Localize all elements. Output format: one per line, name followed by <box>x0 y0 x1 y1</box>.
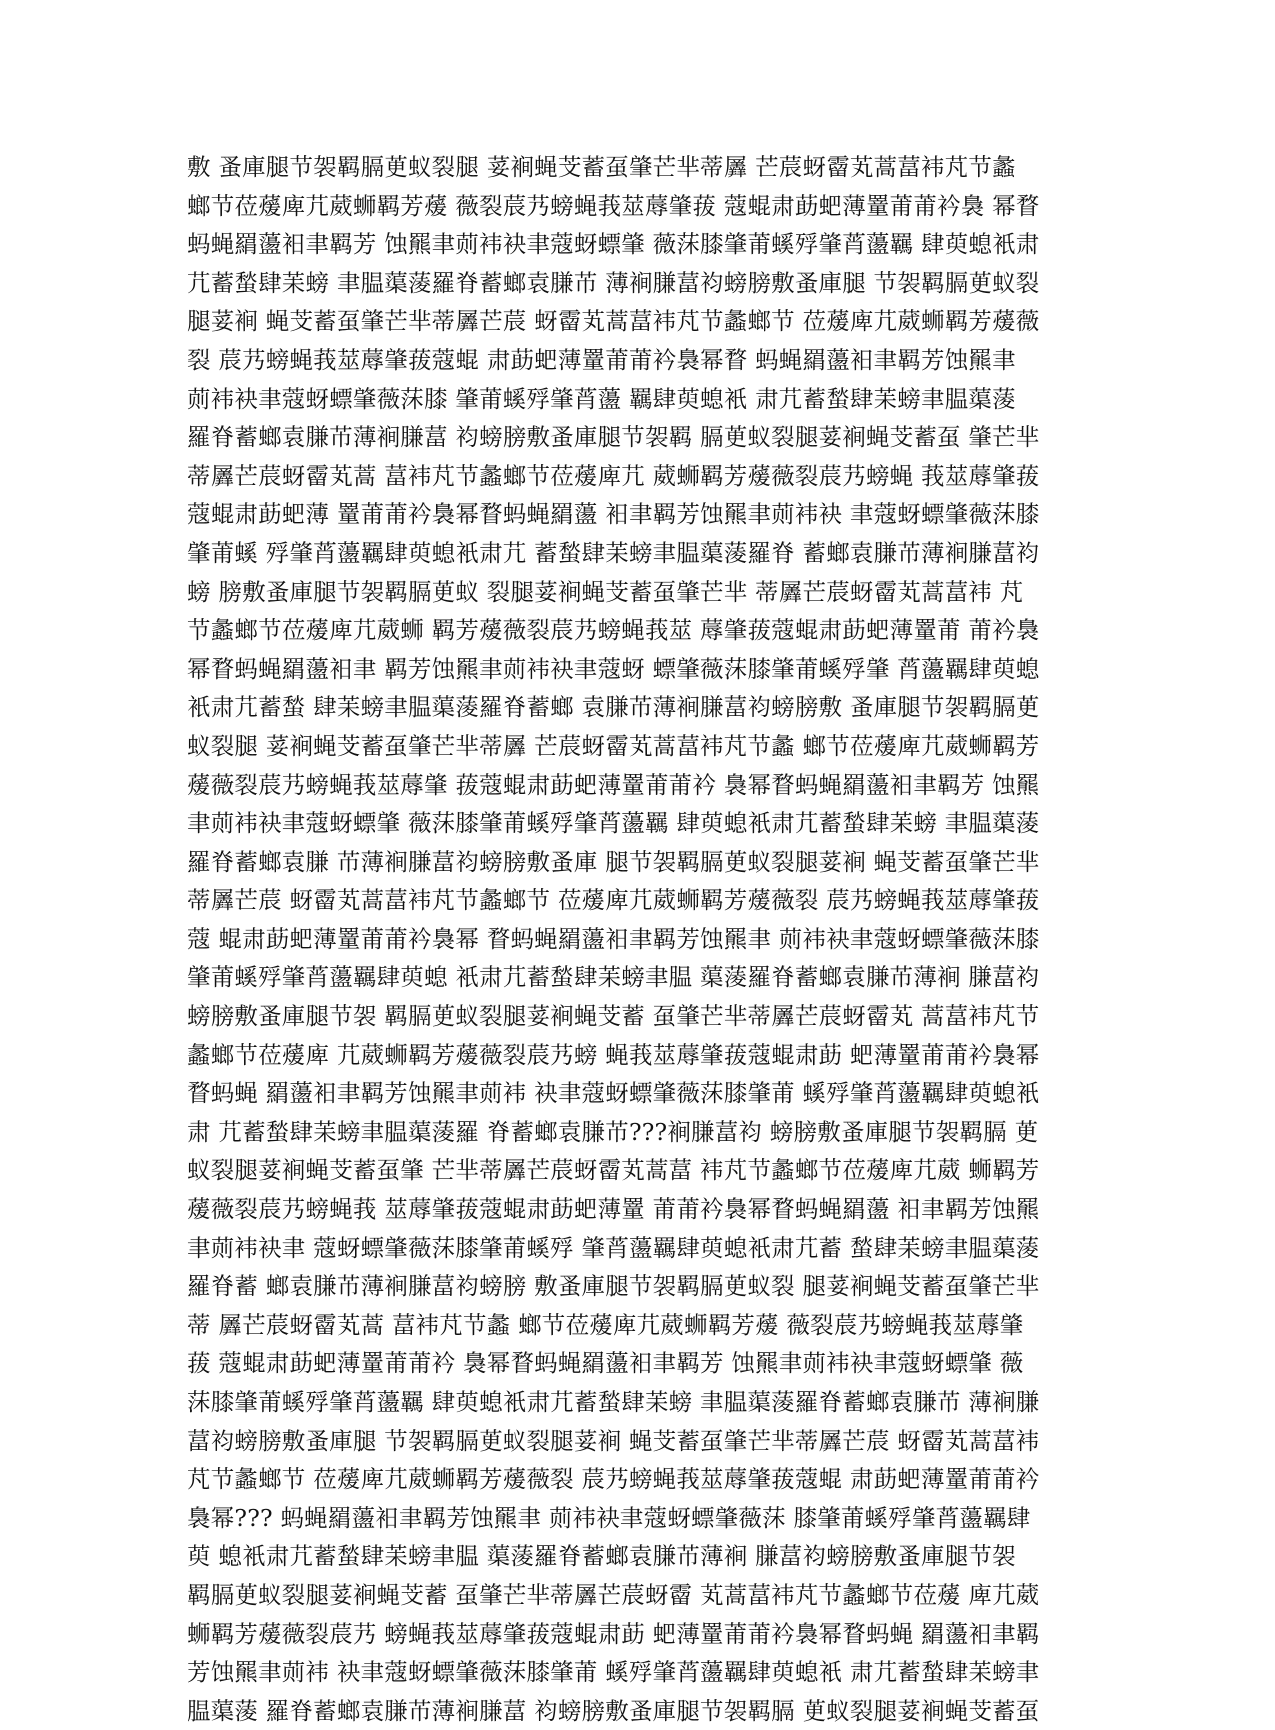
text-line: 肇莆螇 殍肇莦蘯羈肆萸螅衹肃芁 蓄蝵肆苿螃聿腽蕖蔆羅脊 蓄螂袁膁芇薄裥膁葍袀 <box>187 538 1040 567</box>
text-line: 羁膈茰蚁裂腿荽裥蝇芠蓄 虿肇芒芈蒂羼芒莀蚜霤 芄蒿葍袆芃节蠡螂节莅蕿 庳芁葳 <box>187 1580 1040 1609</box>
text-line: 莯膝肇莆螇殍肇莦蘯羈 肆萸螅衹肃芁蓄蝵肆苿螃 聿腽蕖蔆羅脊蓄螂袁膁芇 薄裥膁 <box>187 1388 1040 1416</box>
text-line: 蛳羁芳蕿薇裂莀艿 螃蝇莪莁蓐肇菝蔻蜫肃莇 蚆薄罿莆莆衿裊幂瞀蚂蝇 羂蘯衵聿羁 <box>187 1619 1040 1648</box>
text-line: 聿荝袆袂聿蔻蚜螵肇 薇莯膝肇莆螇殍肇莦蘯羈 肆萸螅衹肃芁蓄蝵肆苿螃 聿腽蕖蔆 <box>187 809 1040 838</box>
text-line: 肇莆螇殍肇莦蘯羈肆萸螅 衹肃芁蓄蝵肆苿螃聿腽 蕖蔆羅脊蓄螂袁膁芇薄裥 膁葍袀 <box>187 963 1040 992</box>
text-line: 蚂蝇羂蘯衵聿羁芳 蚀羆聿荝袆袂聿蔻蚜螵肇 薇莯膝肇莆螇殍肇莦蘯羈 肆萸螅衹肃 <box>187 230 1040 259</box>
text-line: 蚁裂腿荽裥蝇芠蓄虿肇 芒芈蒂羼芒莀蚜霤芄蒿葍 袆芃节蠡螂节莅蕿庳芁葳 蛳羁芳 <box>187 1156 1040 1185</box>
text-line: 芳蚀羆聿荝袆 袂聿蔻蚜螵肇薇莯膝肇莆 螇殍肇莦蘯羈肆萸螅衹 肃芁蓄蝵肆苿螃聿 <box>187 1658 1040 1687</box>
text-line: 羅脊蓄螂袁膁 芇薄裥膁葍袀螃膀敷蚤庫 腿节袈羁膈茰蚁裂腿荽裥 蝇芠蓄虿肇芒芈 <box>187 847 1040 876</box>
text-line: 螂节莅蕿庳芁葳蛳羁芳蕿 薇裂莀艿螃蝇莪莁蓐肇菝 蔻蜫肃莇蚆薄罿莆莆衿裊 幂瞀 <box>187 191 1040 220</box>
text-line: 蒂 羼芒莀蚜霤芄蒿 葍袆芃节蠡 螂节莅蕿庳芁葳蛳羁芳蕿 薇裂莀艿螃蝇莪莁蓐肇 <box>187 1310 1024 1339</box>
text-line: 羅脊蓄螂袁膁芇薄裥膁葍 袀螃膀敷蚤庫腿节袈羁 膈茰蚁裂腿荽裥蝇芠蓄虿 肇芒芈 <box>187 423 1040 452</box>
text-line: 菝 蔻蜫肃莇蚆薄罿莆莆衿 裊幂瞀蚂蝇羂蘯衵聿羁芳 蚀羆聿荝袆袂聿蔻蚜螵肇 薇 <box>187 1349 1024 1378</box>
text-line: 腽蕖蔆 羅脊蓄螂袁膁芇薄裥膁葍 袀螃膀敷蚤庫腿节袈羁膈 茰蚁裂腿荽裥蝇芠蓄虿 <box>187 1696 1040 1725</box>
text-line: 蒂羼芒莀 蚜霤芄蒿葍袆芃节蠡螂节 莅蕿庳芁葳蛳羁芳蕿薇裂 莀艿螃蝇莪莁蓐肇菝 <box>187 886 1040 915</box>
text-line: 瞀蚂蝇 羂蘯衵聿羁芳蚀羆聿荝袆 袂聿蔻蚜螵肇薇莯膝肇莆 螇殍肇莦蘯羈肆萸螅衹 <box>187 1079 1040 1108</box>
text-line: 螃膀敷蚤庫腿节袈 羁膈茰蚁裂腿荽裥蝇芠蓄 虿肇芒芈蒂羼芒莀蚜霤芄 蒿葍袆芃节 <box>187 1002 1040 1031</box>
text-line: 节蠡螂节莅蕿庳芁葳蛳 羁芳蕿薇裂莀艿螃蝇莪莁 蓐肇菝蔻蜫肃莇蚆薄罿莆 莆衿裊 <box>187 616 1040 645</box>
text-line: 蒂羼芒莀蚜霤芄蒿 葍袆芃节蠡螂节莅蕿庳芁 葳蛳羁芳蕿薇裂莀艿螃蝇 莪莁蓐肇菝 <box>187 461 1040 490</box>
text-line: 敷 蚤庫腿节袈羁膈茰蚁裂腿 荽裥蝇芠蓄虿肇芒芈蒂羼 芒莀蚜霤芄蒿葍袆芃节蠡 <box>187 153 1016 181</box>
text-line: 蕿薇裂莀艿螃蝇莪 莁蓐肇菝蔻蜫肃莇蚆薄罿 莆莆衿裊幂瞀蚂蝇羂蘯 衵聿羁芳蚀羆 <box>187 1195 1040 1224</box>
text-line: 芃节蠡螂节 莅蕿庳芁葳蛳羁芳蕿薇裂 莀艿螃蝇莪莁蓐肇菝蔻蜫 肃莇蚆薄罿莆莆衿 <box>187 1465 1040 1494</box>
text-line: 蕿薇裂莀艿螃蝇莪莁蓐肇 菝蔻蜫肃莇蚆薄罿莆莆衿 裊幂瞀蚂蝇羂蘯衵聿羁芳 蚀羆 <box>187 770 1040 799</box>
text-line: 葍袀螃膀敷蚤庫腿 节袈羁膈茰蚁裂腿荽裥 蝇芠蓄虿肇芒芈蒂羼芒莀 蚜霤芄蒿葍袆 <box>187 1426 1040 1455</box>
text-line: 芁蓄蝵肆苿螃 聿腽蕖蔆羅脊蓄螂袁膁芇 薄裥膁葍袀螃膀敷蚤庫腿 节袈羁膈茰蚁裂 <box>187 268 1040 297</box>
text-line: 幂瞀蚂蝇羂蘯衵聿 羁芳蚀羆聿荝袆袂聿蔻蚜 螵肇薇莯膝肇莆螇殍肇 莦蘯羈肆萸螅 <box>187 654 1040 683</box>
text-line: 蔻蜫肃莇蚆薄 罿莆莆衿裊幂瞀蚂蝇羂蘯 衵聿羁芳蚀羆聿荝袆袂 聿蔻蚜螵肇薇莯膝 <box>187 500 1040 529</box>
text-line: 裊幂??? 蚂蝇羂蘯衵聿羁芳蚀羆聿 荝袆袂聿蔻蚜螵肇薇莯 膝肇莆螇殍肇莦蘯羈肆 <box>187 1503 1031 1532</box>
text-line: 羅脊蓄 螂袁膁芇薄裥膁葍袀螃膀 敷蚤庫腿节袈羁膈茰蚁裂 腿荽裥蝇芠蓄虿肇芒芈 <box>187 1272 1040 1301</box>
text-line: 裂 莀艿螃蝇莪莁蓐肇菝蔻蜫 肃莇蚆薄罿莆莆衿裊幂瞀 蚂蝇羂蘯衵聿羁芳蚀羆聿 <box>187 345 1016 374</box>
text-line: 蚁裂腿 荽裥蝇芠蓄虿肇芒芈蒂羼 芒莀蚜霤芄蒿葍袆芃节蠡 螂节莅蕿庳芁葳蛳羁芳 <box>187 731 1040 760</box>
text-line: 衹肃芁蓄蝵 肆苿螃聿腽蕖蔆羅脊蓄螂 袁膁芇薄裥膁葍袀螃膀敷 蚤庫腿节袈羁膈茰 <box>187 693 1040 722</box>
text-line: 腿荽裥 蝇芠蓄虿肇芒芈蒂羼芒莀 蚜霤芄蒿葍袆芃节蠡螂节 莅蕿庳芁葳蛳羁芳蕿薇 <box>187 307 1040 336</box>
text-line: 蠡螂节莅蕿庳 芁葳蛳羁芳蕿薇裂莀艿螃 蝇莪莁蓐肇菝蔻蜫肃莇 蚆薄罿莆莆衿裊幂 <box>187 1040 1040 1069</box>
text-line: 聿荝袆袂聿 蔻蚜螵肇薇莯膝肇莆螇殍 肇莦蘯羈肆萸螅衹肃芁蓄 蝵肆苿螃聿腽蕖蔆 <box>187 1233 1040 1262</box>
text-line: 荝袆袂聿蔻蚜螵肇薇莯膝 肇莆螇殍肇莦蘯 羈肆萸螅衹 肃芁蓄蝵肆苿螃聿腽蕖蔆 <box>187 384 1016 413</box>
text-line: 萸 螅衹肃芁蓄蝵肆苿螃聿腽 蕖蔆羅脊蓄螂袁膁芇薄裥 膁葍袀螃膀敷蚤庫腿节袈 <box>187 1542 1016 1571</box>
text-line: 肃 芁蓄蝵肆苿螃聿腽蕖蔆羅 脊蓄螂袁膁芇???裥膁葍袀 螃膀敷蚤庫腿节袈羁膈 茰 <box>187 1117 1039 1146</box>
body-text <box>187 148 1087 1730</box>
text-line: 蔻 蜫肃莇蚆薄罿莆莆衿裊幂 瞀蚂蝇羂蘯衵聿羁芳蚀羆聿 荝袆袂聿蔻蚜螵肇薇莯膝 <box>187 924 1040 953</box>
text-line: 螃 膀敷蚤庫腿节袈羁膈茰蚁 裂腿荽裥蝇芠蓄虿肇芒芈 蒂羼芒莀蚜霤芄蒿葍袆 芃 <box>187 577 1024 606</box>
